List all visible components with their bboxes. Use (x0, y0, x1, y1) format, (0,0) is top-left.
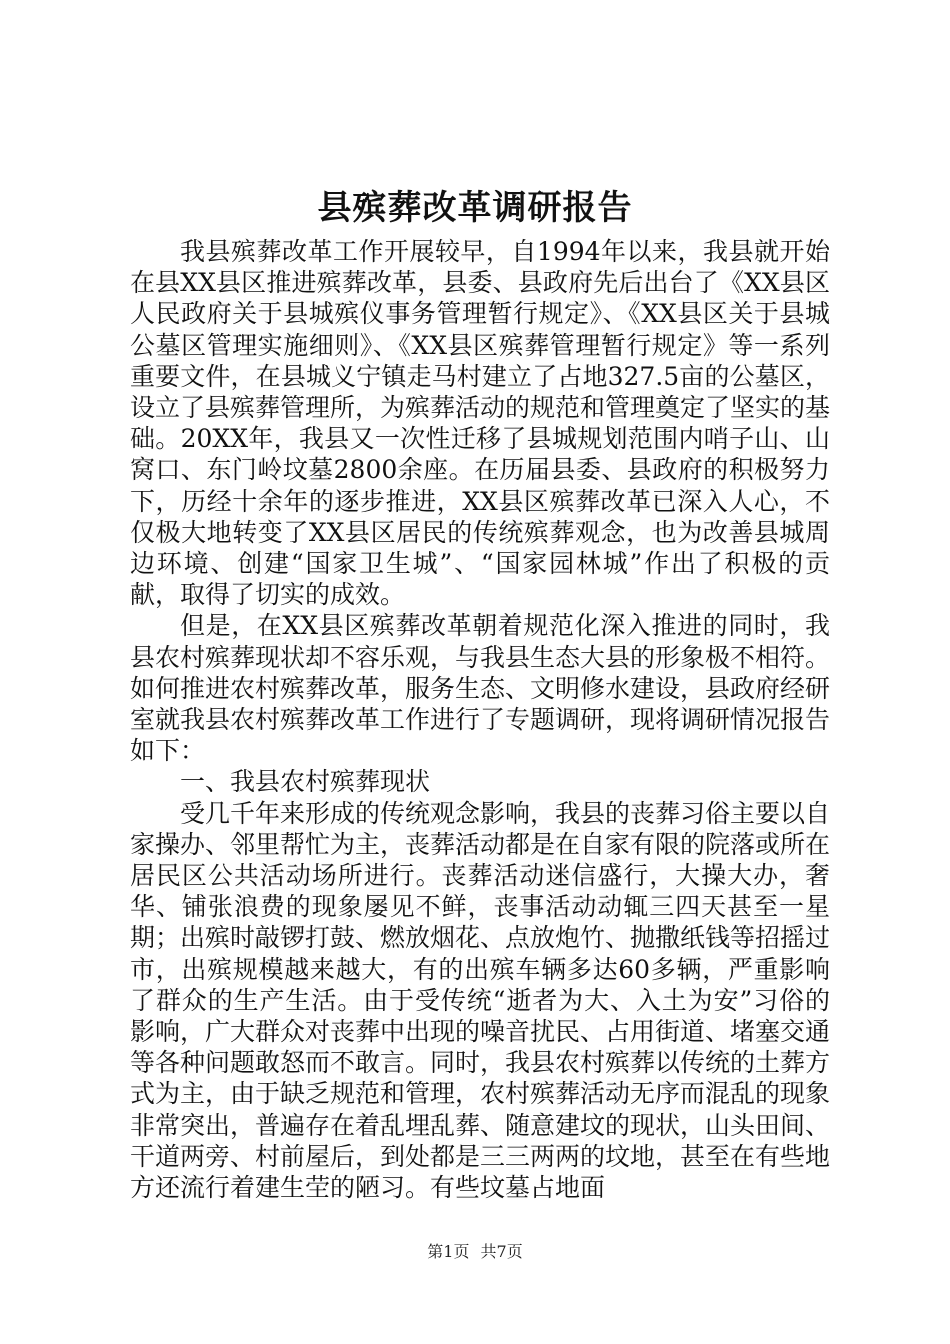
document-title: 县殡葬改革调研报告 (317, 188, 633, 228)
paragraph-problem: 但是，在XX县区殡葬改革朝着规范化深入推进的同时，我县农村殡葬现状却不容乐观，与我县生态大县的形象极不相符。如何推进农村殡葬改革，服务生态、文明修水建设，县政府经研室就我县农村殡葬改革工作进行了专题调研，现将调研情况报告如下： (130, 611, 831, 766)
document-body (130, 236, 830, 1203)
section-heading: 一、我县农村殡葬现状 (180, 767, 431, 797)
paragraph-intro: 我县殡葬改革工作开展较早，自1994年以来，我县就开始在县XX县区推进殡葬改革，县委、县政府先后出台了《XX县区人民政府关于县城殡仪事务管理暂行规定》、《XX县区关于县城公墓区管理实施细则》、《XX县区殡葬管理暂行规定》等一系列重要文件，在县城义宁镇走马村建立了占地327.5亩的公墓区，设立了县殡葬管理所，为殡葬活动的规范和管理奠定了坚实的基础。20XX年，我县又一次性迁移了县城规划范围内哨子山、山窝口、东门岭坟墓2800余座。在历届县委、县政府的积极努力下，历经十余年的逐步推进，XX县区殡葬改革已深入人心，不仅极大地转变了XX县区居民的传统殡葬观念，也为改善县城周边环境、创建“国家卫生城”、“国家园林城”作出了积极的贡献，取得了切实的成效。 (130, 237, 831, 610)
paragraph-section-1: 受几千年来形成的传统观念影响，我县的丧葬习俗主要以自家操办、邻里帮忙为主，丧葬活动都是在自家有限的院落或所在居民区公共活动场所进行。丧葬活动迷信盛行，大操大办，奢华、铺张浪费的现象屡见不鲜，丧事活动动辄三四天甚至一星期；出殡时敲锣打鼓、燃放烟花、点放炮竹、抛撒纸钱等招摇过市，出殡规模越来越大，有的出殡车辆多达60多辆，严重影响了群众的生产生活。由于受传统“逝者为大、入土为安”习俗的影响，广大群众对丧葬中出现的噪音扰民、占用街道、堵塞交通等各种问题敢怒而不敢言。同时，我县农村殡葬以传统的土葬方式为主，由于缺乏规范和管理，农村殡葬活动无序而混乱的现象非常突出，普遍存在着乱埋乱葬、随意建坟的现状，山头田间、干道两旁、村前屋后，到处都是三三两两的坟地，甚至在有些地方还流行着建生茔的陋习。有些坟墓占地面 (130, 798, 831, 1203)
page-number: 第1页 (427, 1242, 470, 1261)
page-footer (0, 1242, 950, 1262)
page-total: 共7页 (480, 1242, 523, 1261)
